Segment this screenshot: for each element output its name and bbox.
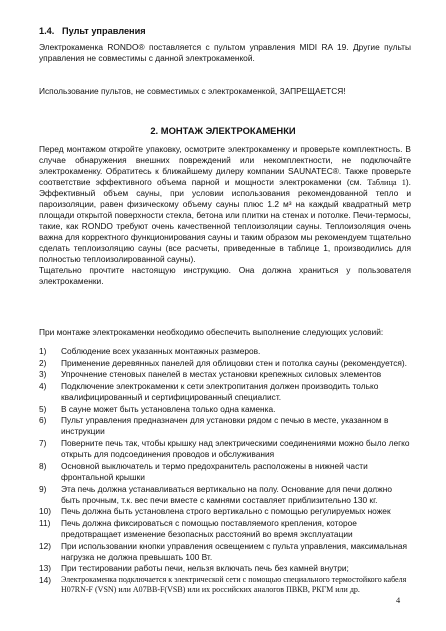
section-title: Пульт управления bbox=[62, 26, 146, 36]
list-item: 2) Применение деревянных панелей для облицовки стен и потолка сауны (рекомендуется). bbox=[39, 357, 407, 368]
paragraph-warning: Использование пультов, не совместимых с электрокаменкой, ЗАПРЕЩАЕТСЯ! bbox=[39, 86, 346, 96]
section-heading bbox=[39, 26, 146, 36]
list-item: 1) Соблюдение всех указанных монтажных размеров. bbox=[39, 346, 261, 356]
paragraph-conditions: При монтаже электрокаменки необходимо обеспечить выполнение следующих условий: bbox=[39, 327, 384, 337]
section-number: 1.4. bbox=[39, 26, 55, 36]
list-item: 4) Подключение электрокаменки к сети электропитания должен производить только квалифицированный и сертифицированный специалист. bbox=[39, 381, 379, 403]
list-item: 11) Печь должна фиксироваться с помощью поставляемого крепления, которое предотвращает изменение безопасных расстояний во время эксплуатации bbox=[39, 517, 357, 539]
intro-text-b: ). Эффективный объем сауны, при условии использования рекомендованной тепло и пароизоляции, равен физическому объему сауны плюс 1.2 м³ на каждый квадратный метр площади открытой поверхности стекла, бетона или плитки на стенах и потолке. Печи-термосы, такие, как RONDO требуют очень качественной теплоизоляции сауны. Теплоизоляция очень важна для корректного функционирования сауны и таким образом мы рекомендуем тщательно сделать теплоизоляцию сауны (все расчеты, приведенные в таблице 1, производились для полностью теплоизолированной сауны). bbox=[39, 177, 412, 264]
paragraph-installation-intro bbox=[39, 144, 411, 287]
intro-text-a: Перед монтажом откройте упаковку, осмотрите электрокаменку и проверьте комплектность. В случае обнаружения внешних повреждений или некомплектности, не подключайте электрокаменку. Обратитесь к ближайшему дилеру компании SAUNATEC®. Также проверьте соответствие эффективного объема парной и мощности электрокаменки (см. bbox=[39, 144, 411, 187]
conditions-list bbox=[39, 346, 411, 596]
list-item: 14) Электрокаменка подключается к электрической сети с помощью специального термостойкого кабеля H07RN-F (VSN) или A07BB-F(VSB) или их российских аналогов ПВКВ, РКГМ или др. bbox=[39, 574, 407, 594]
list-item: 3) Упрочнение стеновых панелей в местах установки крепежных силовых элементов bbox=[39, 369, 382, 380]
list-item: 9) Эта печь должна устанавливаться вертикально на полу. Основание для печи должно быть прочным, т.к. вес печи вместе с камнями составляет приблизительно 130 кг. bbox=[39, 483, 393, 505]
list-item: 10) Печь должна быть установлена строго вертикально с помощью регулируемых ножек bbox=[39, 506, 391, 517]
list-item: 12) При использовании кнопки управления освещением с пульта управления, максимальная нагрузка не должна превышать 100 Вт. bbox=[39, 540, 407, 562]
list-item: 5) В сауне может быть установлена только одна каменка. bbox=[39, 403, 276, 414]
page-number: 4 bbox=[396, 596, 401, 605]
intro-text-c: Тщательно прочтите настоящую инструкцию. Она должна храниться у пользователя электрокаменки. bbox=[39, 265, 411, 286]
list-item: 7) Поверните печь так, чтобы крышку над электрическими соединениями можно было легко открыть для подсоединения проводов и обслуживания bbox=[39, 438, 410, 460]
table-reference: Таблица 1 bbox=[367, 178, 406, 187]
list-item: 8) Основной выключатель и термо предохранитель расположены в нижней части фронтальной крышки bbox=[39, 460, 368, 482]
list-item: 6) Пульт управления предназначен для установки рядом с печью в месте, указанном в инструкции bbox=[39, 415, 389, 437]
list-item: 13) При тестировании работы печи, нельзя включать печь без камней внутри; bbox=[39, 563, 349, 574]
chapter-title: 2. МОНТАЖ ЭЛЕКТРОКАМЕНКИ bbox=[150, 125, 296, 136]
paragraph-compatibility: Электрокаменка RONDO® поставляется с пультом управления MIDI RA 19. Другие пульты управления не совместимы с данной электрокаменкой. bbox=[39, 42, 411, 63]
